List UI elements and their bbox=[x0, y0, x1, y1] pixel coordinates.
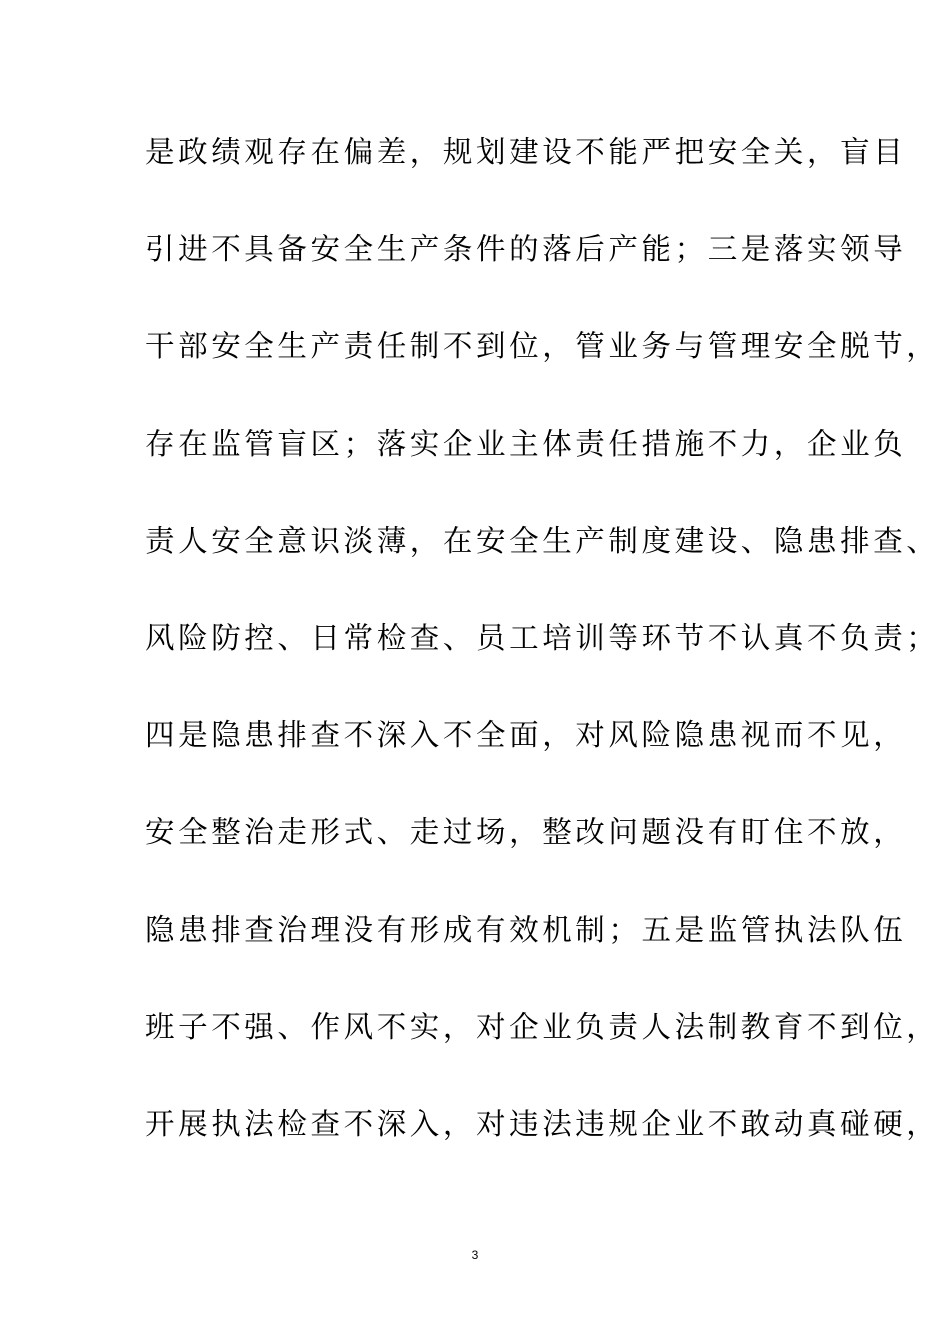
text-line-6: 风险防控、日常检查、员工培训等环节不认真不负责； bbox=[145, 620, 940, 655]
page-number: 3 bbox=[471, 1248, 479, 1262]
text-line-11: 开展执法检查不深入，对违法违规企业不敢动真碰硬， bbox=[145, 1106, 940, 1141]
body-text bbox=[145, 128, 940, 1197]
text-line-3: 干部安全生产责任制不到位，管业务与管理安全脱节， bbox=[145, 329, 940, 364]
text-line-8: 安全整治走形式、走过场，整改问题没有盯住不放， bbox=[145, 815, 907, 850]
text-line-4: 存在监管盲区；落实企业主体责任措施不力，企业负 bbox=[145, 426, 907, 461]
text-line-9: 隐患排查治理没有形成有效机制；五是监管执法队伍 bbox=[145, 912, 907, 947]
text-line-2: 引进不具备安全生产条件的落后产能；三是落实领导 bbox=[145, 232, 907, 267]
text-line-7: 四是隐患排查不深入不全面，对风险隐患视而不见， bbox=[145, 718, 907, 753]
text-line-1: 是政绩观存在偏差，规划建设不能严把安全关，盲目 bbox=[145, 135, 907, 169]
text-line-5: 责人安全意识淡薄，在安全生产制度建设、隐患排查、 bbox=[145, 523, 940, 558]
text-line-10: 班子不强、作风不实，对企业负责人法制教育不到位， bbox=[145, 1009, 940, 1044]
